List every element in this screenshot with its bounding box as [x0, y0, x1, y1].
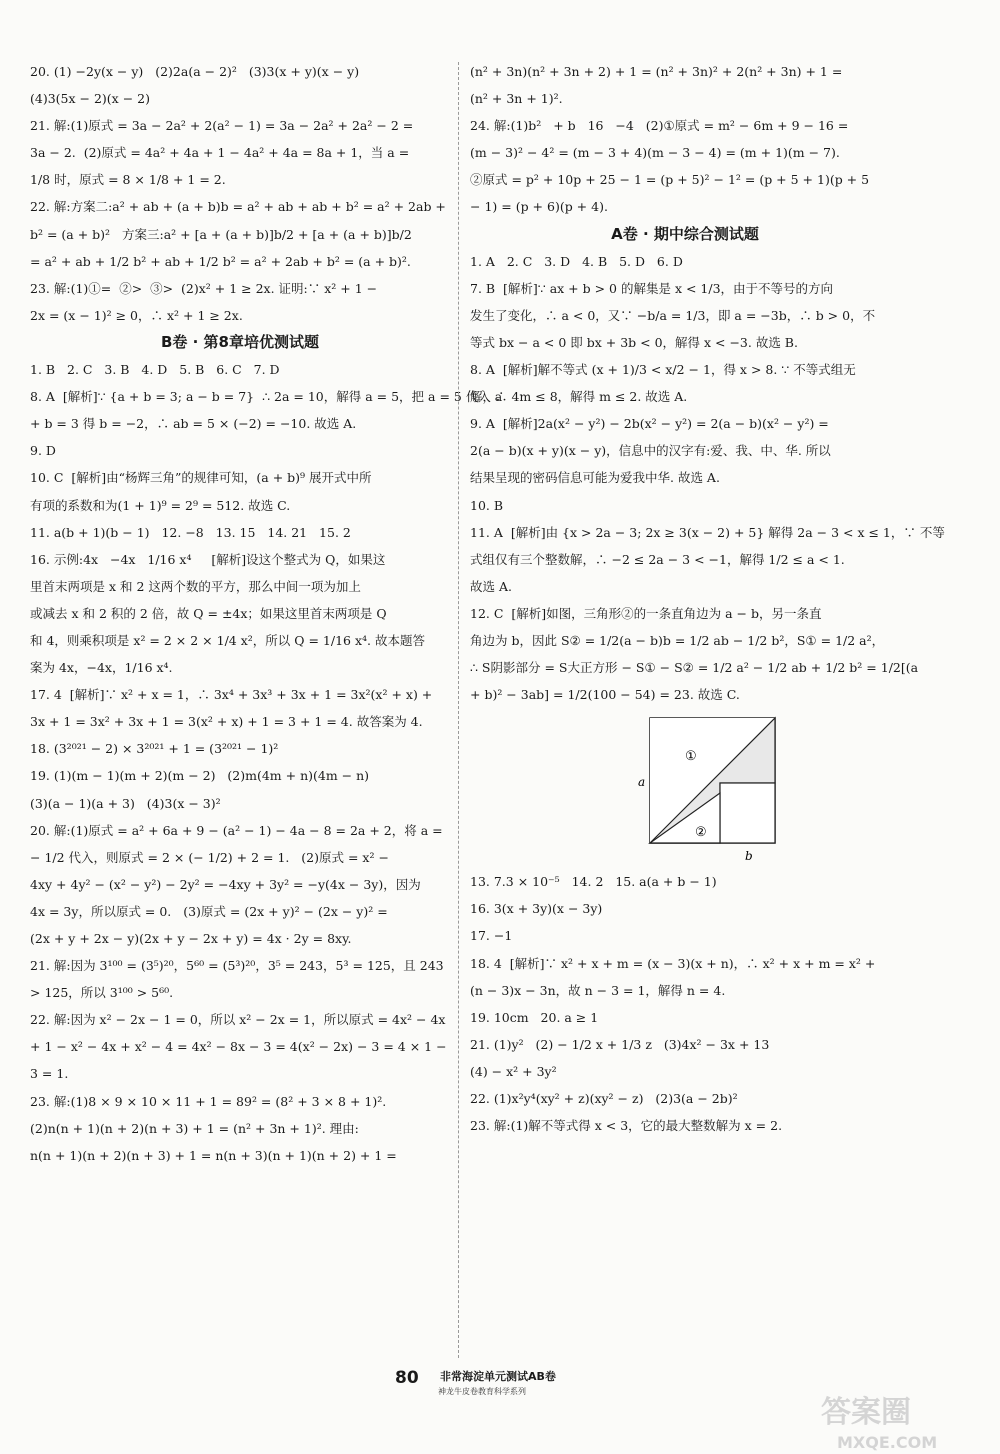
- text-line: 3 = 1.: [30, 1066, 69, 1082]
- text-line: + b = 3 得 b = −2，∴ ab = 5 × (−2) = −10. 故选 A.: [30, 416, 357, 432]
- book-series: 神龙牛皮卷教育科学系列: [438, 1387, 526, 1396]
- side-b-label: b: [745, 849, 753, 864]
- watermark-url: MXQE.COM: [837, 1433, 938, 1452]
- text-line: 18. (3²⁰²¹ − 2) × 3²⁰²¹ + 1 = (3²⁰²¹ − 1)²: [30, 741, 279, 757]
- text-line: 或减去 x 和 2 积的 2 倍，故 Q = ±4x；如果这里首末两项是 Q: [30, 605, 387, 621]
- side-a-label: a: [638, 775, 646, 790]
- page-number: 80: [395, 1368, 419, 1388]
- text-line: 结果呈现的密码信息可能为爱我中华. 故选 A.: [470, 470, 720, 486]
- text-line: + 1 − x² − 4x + x² − 4 = 4x² − 8x − 3 = 4(x² − 2x) − 3 = 4 × 1 −: [30, 1039, 447, 1055]
- text-line: 23. 解:(1)①= ②> ③> (2)x² + 1 ≥ 2x. 证明:∵ x² + 1 −: [30, 280, 378, 296]
- text-line: 19. (1)(m − 1)(m + 2)(m − 2) (2)m(4m + n)(4m − n): [30, 768, 370, 784]
- text-line: 10. C [解析]由“杨辉三角”的规律可知，(a + b)⁹ 展开式中所: [30, 470, 372, 486]
- text-line: 17. 4 [解析]∵ x² + x = 1，∴ 3x⁴ + 3x³ + 3x + 1 = 3x²(x² + x) +: [30, 687, 433, 703]
- text-line: (2x + y + 2x − y)(2x + y − 2x + y) = 4x · 2y = 8xy.: [30, 931, 352, 946]
- section-title-b: B卷 · 第8章培优测试题: [160, 332, 319, 351]
- text-line: 等式 bx − a < 0 即 bx + 3b < 0，解得 x < −3. 故选 B.: [470, 334, 798, 350]
- text-line: 24. 解:(1)b² + b 16 −4 (2)①原式 = m² − 6m + 9 − 16 =: [470, 118, 849, 134]
- text-line: (n² + 3n + 1)².: [470, 91, 563, 107]
- text-line: (3)(a − 1)(a + 3) (4)3(x − 3)²: [30, 795, 221, 811]
- text-line: (m − 3)² − 4² = (m − 3 + 4)(m − 3 − 4) = (m + 1)(m − 7).: [470, 145, 840, 161]
- text-line: 1. B 2. C 3. B 4. D 5. B 6. C 7. D: [30, 362, 280, 378]
- text-line: 20. (1) −2y(x − y) (2)2a(a − 2)² (3)3(x + y)(x − y): [30, 64, 360, 79]
- text-line: 22. 解:方案二:a² + ab + (a + b)b = a² + ab + ab + b² = a² + 2ab +: [30, 199, 446, 215]
- text-line: (n² + 3n)(n² + 3n + 2) + 1 = (n² + 3n)² + 2(n² + 3n) + 1 =: [470, 64, 843, 79]
- watermark-text: 答案圈: [821, 1395, 911, 1430]
- text-line: ②原式 = p² + 10p + 25 − 1 = (p + 5)² − 1² = (p + 5 + 1)(p + 5: [470, 172, 870, 188]
- text-line: 1. A 2. C 3. D 4. B 5. D 6. D: [470, 253, 683, 269]
- small-square: [720, 783, 775, 843]
- text-line: (4)3(5x − 2)(x − 2): [30, 91, 150, 107]
- text-line: 和 4，则乘积项是 x² = 2 × 2 × 1/4 x²，所以 Q = 1/16 x⁴. 故本题答: [30, 632, 425, 648]
- text-line: 有项的系数和为(1 + 1)⁹ = 2⁹ = 512. 故选 C.: [30, 497, 291, 513]
- text-line: 19. 10cm 20. a ≥ 1: [470, 1009, 599, 1025]
- text-line: 里首末两项是 x 和 2 这两个数的平方，那么中间一项为加上: [30, 578, 361, 594]
- text-line: 故选 A.: [470, 578, 512, 594]
- text-line: n(n + 1)(n + 2)(n + 3) + 1 = n(n + 3)(n + 1)(n + 2) + 1 =: [30, 1147, 397, 1163]
- text-line: ∴ S阴影部分 = S大正方形 − S① − S② = 1/2 a² − 1/2 ab + 1/2 b² = 1/2[(a: [470, 660, 919, 676]
- text-line: 21. (1)y² (2) − 1/2 x + 1/3 z (3)4x² − 3x + 13: [470, 1036, 770, 1052]
- column-divider: [458, 62, 459, 1358]
- text-line: 21. 解:因为 3¹⁰⁰ = (3⁵)²⁰，5⁶⁰ = (5³)²⁰，3⁵ = 243，5³ = 125，且 243: [30, 958, 444, 974]
- text-line: 4xy + 4y² − (x² − y²) − 2y² = −4xy + 3y² = −y(4x − 3y)，因为: [30, 876, 421, 892]
- text-line: 21. 解:(1)原式 = 3a − 2a² + 2(a² − 1) = 3a − 2a² + 2a² − 2 =: [30, 118, 414, 134]
- text-line: 8. A [解析]解不等式 (x + 1)/3 < x/2 − 1，得 x > 8. ∵ 不等式组无: [470, 362, 856, 378]
- region-1-label: ①: [685, 749, 697, 765]
- text-line: 12. C [解析]如图，三角形②的一条直角边为 a − b，另一条直: [470, 605, 822, 621]
- square-diagram: [470, 708, 900, 868]
- watermark-logo: [815, 1386, 990, 1454]
- text-line: (4) − x² + 3y²: [470, 1063, 557, 1079]
- book-title: 非常海淀单元测试AB卷: [440, 1370, 556, 1383]
- text-line: 解，∴ 4m ≤ 8，解得 m ≤ 2. 故选 A.: [470, 389, 688, 405]
- text-line: 10. B: [470, 497, 504, 513]
- text-line: 4x = 3y，所以原式 = 0. (3)原式 = (2x + y)² − (2x − y)² =: [30, 903, 388, 919]
- section-title-a: A卷 · 期中综合测试题: [611, 224, 759, 243]
- text-line: 16. 3(x + 3y)(x − 3y): [470, 901, 603, 917]
- text-line: 23. 解:(1)8 × 9 × 10 × 11 + 1 = 89² = (8² + 3 × 8 + 1)².: [30, 1093, 387, 1109]
- text-line: 案为 4x，−4x，1/16 x⁴.: [30, 660, 173, 676]
- text-line: 18. 4 [解析]∵ x² + x + m = (x − 3)(x + n)，∴ x² + x + m = x² +: [470, 955, 876, 971]
- text-line: 2x = (x − 1)² ≥ 0，∴ x² + 1 ≥ 2x.: [30, 307, 243, 323]
- text-line: 3a − 2. (2)原式 = 4a² + 4a + 1 − 4a² + 4a = 8a + 1，当 a =: [30, 145, 410, 161]
- text-line: 9. D: [30, 443, 56, 459]
- text-line: + b)² − 3ab] = 1/2(100 − 54) = 23. 故选 C.: [470, 687, 740, 703]
- text-line: 22. (1)x²y⁴(xy² + z)(xy² − z) (2)3(a − 2b)²: [470, 1091, 738, 1106]
- text-line: 角边为 b，因此 S② = 1/2(a − b)b = 1/2 ab − 1/2 b²，S① = 1/2 a²，: [470, 632, 885, 648]
- text-line: − 1) = (p + 6)(p + 4).: [470, 199, 608, 215]
- text-line: 11. a(b + 1)(b − 1) 12. −8 13. 15 14. 21 15. 2: [30, 524, 351, 540]
- text-line: 式组仅有三个整数解，∴ −2 ≤ 2a − 3 < −1，解得 1/2 ≤ a < 1.: [470, 551, 845, 567]
- text-line: 20. 解:(1)原式 = a² + 6a + 9 − (a² − 1) − 4a − 8 = 2a + 2，将 a =: [30, 822, 443, 838]
- text-line: 13. 7.3 × 10⁻⁵ 14. 2 15. a(a + b − 1): [470, 874, 717, 890]
- text-line: 8. A [解析]∵ {a + b = 3; a − b = 7} ∴ 2a = 10，解得 a = 5，把 a = 5 代入 a: [30, 389, 503, 405]
- geometry-figure: [470, 708, 900, 868]
- text-line: (2)n(n + 1)(n + 2)(n + 3) + 1 = (n² + 3n + 1)². 理由:: [30, 1120, 359, 1136]
- text-line: 11. A [解析]由 {x > 2a − 3; 2x ≥ 3(x − 2) + 5} 解得 2a − 3 < x ≤ 1，∵ 不等: [470, 524, 945, 540]
- text-line: 1/8 时，原式 = 8 × 1/8 + 1 = 2.: [30, 172, 226, 188]
- text-line: 7. B [解析]∵ ax + b > 0 的解集是 x < 1/3，由于不等号的方向: [470, 280, 834, 296]
- text-line: 3x + 1 = 3x² + 3x + 1 = 3(x² + x) + 1 = 3 + 1 = 4. 故答案为 4.: [30, 714, 423, 730]
- text-line: b² = (a + b)² 方案三:a² + [a + (a + b)]b/2 + [a + (a + b)]b/2: [30, 226, 412, 242]
- text-line: 2(a − b)(x + y)(x − y)，信息中的汉字有:爱、我、中、华. 所以: [470, 443, 831, 459]
- text-line: 23. 解:(1)解不等式得 x < 3，它的最大整数解为 x = 2.: [470, 1118, 783, 1134]
- right-column: [470, 58, 945, 1139]
- text-line: 16. 示例:4x −4x 1/16 x⁴ [解析]设这个整式为 Q，如果这: [30, 551, 386, 567]
- text-line: > 125，所以 3¹⁰⁰ > 5⁶⁰.: [30, 985, 174, 1001]
- text-line: 17. −1: [470, 928, 513, 944]
- text-line: = a² + ab + 1/2 b² + ab + 1/2 b² = a² + 2ab + b² = (a + b)².: [30, 253, 411, 269]
- text-line: (n − 3)x − 3n，故 n − 3 = 1，解得 n = 4.: [470, 982, 726, 998]
- text-line: − 1/2 代入，则原式 = 2 × (− 1/2) + 2 = 1. (2)原式 = x² −: [30, 849, 389, 865]
- text-line: 22. 解:因为 x² − 2x − 1 = 0，所以 x² − 2x = 1，所以原式 = 4x² − 4x: [30, 1012, 446, 1028]
- text-line: 发生了变化，∴ a < 0，又∵ −b/a = 1/3，即 a = −3b，∴ b > 0，不: [470, 307, 876, 323]
- text-line: 9. A [解析]2a(x² − y²) − 2b(x² − y²) = 2(a − b)(x² − y²) =: [470, 416, 829, 432]
- region-2-label: ②: [695, 825, 707, 841]
